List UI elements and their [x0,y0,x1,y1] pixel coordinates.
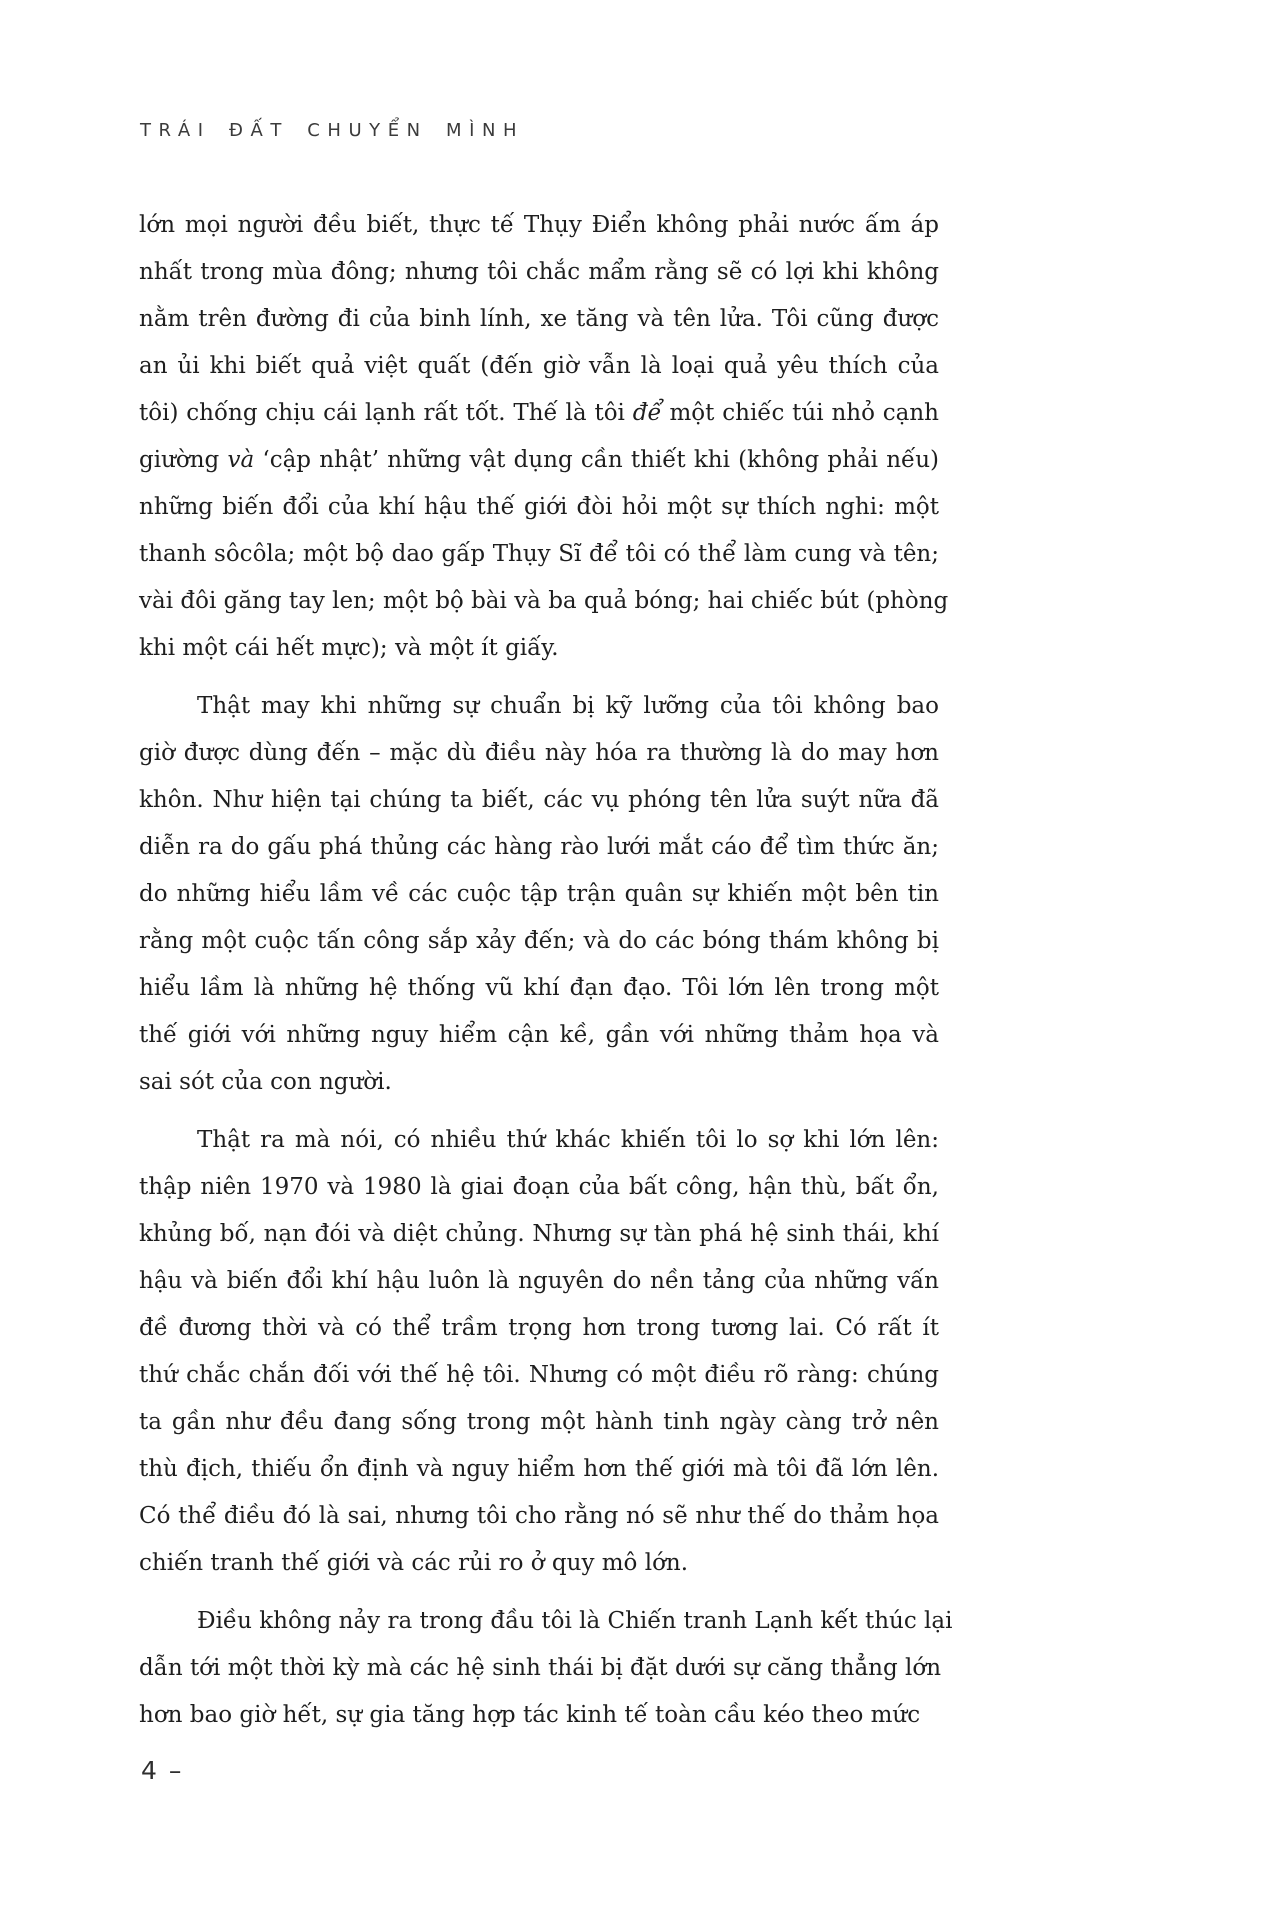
text-line [139,1493,939,1540]
text-line [139,249,939,296]
text-segment: vài đôi găng tay len; một bộ bài và ba quả bóng; hai chiếc bút (phòng [139,588,949,614]
text-segment: sai sót của con người. [139,1069,392,1095]
text-line [139,1117,939,1164]
text-segment: Thật may khi những sự chuẩn bị kỹ lưỡng của tôi không bao [197,693,939,719]
text-line [139,202,939,249]
text-line [139,1059,939,1106]
text-line [139,730,939,777]
paragraph [139,202,949,672]
text-line [139,1305,939,1352]
text-segment: dẫn tới một thời kỳ mà các hệ sinh thái bị đặt dưới sự căng thẳng lớn [139,1655,942,1681]
text-segment: giờ được dùng đến – mặc dù điều này hóa ra thường là do may hơn [139,740,939,766]
text-segment: lớn mọi người đều biết, thực tế Thụy Điển không phải nước ấm áp [139,212,939,238]
text-line [139,1164,939,1211]
text-line [139,824,939,871]
text-segment: thập niên 1970 và 1980 là giai đoạn của bất công, hận thù, bất ổn, [139,1174,939,1200]
text-line [139,918,939,965]
text-line [139,1540,939,1587]
text-line [139,578,949,625]
text-segment: tôi) chống chịu cái lạnh rất tốt. Thế là tôi [139,400,633,426]
text-line [139,1012,939,1059]
text-segment: ta gần như đều đang sống trong một hành tinh ngày càng trở nên [139,1409,939,1435]
text-segment: khôn. Như hiện tại chúng ta biết, các vụ phóng tên lửa suýt nữa đã [139,787,939,813]
text-line [139,1211,939,1258]
text-segment: nhất trong mùa đông; nhưng tôi chắc mẩm rằng sẽ có lợi khi không [139,259,939,285]
text-segment: do những hiểu lầm về các cuộc tập trận quân sự khiến một bên tin [139,881,939,907]
text-line [139,683,939,730]
text-line [139,1446,939,1493]
text-line [139,777,939,824]
body-text [139,202,953,1739]
text-line [139,437,939,484]
text-line [139,343,939,390]
text-segment: hiểu lầm là những hệ thống vũ khí đạn đạo. Tôi lớn lên trong một [139,975,939,1001]
text-segment: hậu và biến đổi khí hậu luôn là nguyên do nền tảng của những vấn [139,1268,939,1294]
paragraph [139,1117,939,1587]
text-line [139,531,939,578]
text-segment: thứ chắc chắn đối với thế hệ tôi. Nhưng có một điều rõ ràng: chúng [139,1362,939,1388]
text-segment: Điều không nảy ra trong đầu tôi là Chiến tranh Lạnh kết thúc lại [197,1608,953,1634]
page-number: 4 – [141,1756,184,1785]
text-line [139,1692,939,1739]
text-line [139,625,939,672]
text-segment: thế giới với những nguy hiểm cận kề, gần với những thảm họa và [139,1022,939,1048]
text-segment: thanh sôcôla; một bộ dao gấp Thụy Sĩ để tôi có thể làm cung và tên; [139,541,939,567]
text-segment: một chiếc túi nhỏ cạnh [661,400,939,426]
paragraph [139,683,939,1106]
text-segment: thù địch, thiếu ổn định và nguy hiểm hơn thế giới mà tôi đã lớn lên. [139,1456,939,1482]
text-line [139,1645,942,1692]
text-line [139,1352,939,1399]
text-segment: những biến đổi của khí hậu thế giới đòi hỏi một sự thích nghi: một [139,494,939,520]
text-segment: đề đương thời và có thể trầm trọng hơn trong tương lai. Có rất ít [139,1315,939,1341]
text-segment: Thật ra mà nói, có nhiều thứ khác khiến tôi lo sợ khi lớn lên: [197,1127,939,1153]
text-segment: khi một cái hết mực); và một ít giấy. [139,635,559,661]
text-segment: hơn bao giờ hết, sự gia tăng hợp tác kinh tế toàn cầu kéo theo mức [139,1702,921,1728]
text-segment: chiến tranh thế giới và các rủi ro ở quy mô lớn. [139,1550,689,1576]
text-line [139,965,939,1012]
running-header: TRÁI ĐẤT CHUYỂN MÌNH [140,120,525,141]
text-segment: an ủi khi biết quả việt quất (đến giờ vẫn là loại quả yêu thích của [139,353,939,379]
text-segment: diễn ra do gấu phá thủng các hàng rào lưới mắt cáo để tìm thức ăn; [139,834,939,860]
paragraph [139,1598,953,1739]
italic-text-segment: để [632,400,662,426]
italic-text-segment: và [227,447,255,473]
text-segment: rằng một cuộc tấn công sắp xảy đến; và do các bóng thám không bị [139,928,939,954]
text-line [139,1399,939,1446]
text-line [139,296,939,343]
text-segment: khủng bố, nạn đói và diệt chủng. Nhưng sự tàn phá hệ sinh thái, khí [139,1221,939,1247]
text-line [139,484,939,531]
text-segment: nằm trên đường đi của binh lính, xe tăng và tên lửa. Tôi cũng được [139,306,939,332]
text-line [139,1258,939,1305]
text-segment: Có thể điều đó là sai, nhưng tôi cho rằng nó sẽ như thế do thảm họa [139,1503,939,1529]
text-line [139,390,939,437]
text-segment: giường [139,447,228,473]
text-segment: ‘cập nhật’ những vật dụng cần thiết khi (không phải nếu) [254,447,939,473]
text-line [139,871,939,918]
text-line [139,1598,953,1645]
